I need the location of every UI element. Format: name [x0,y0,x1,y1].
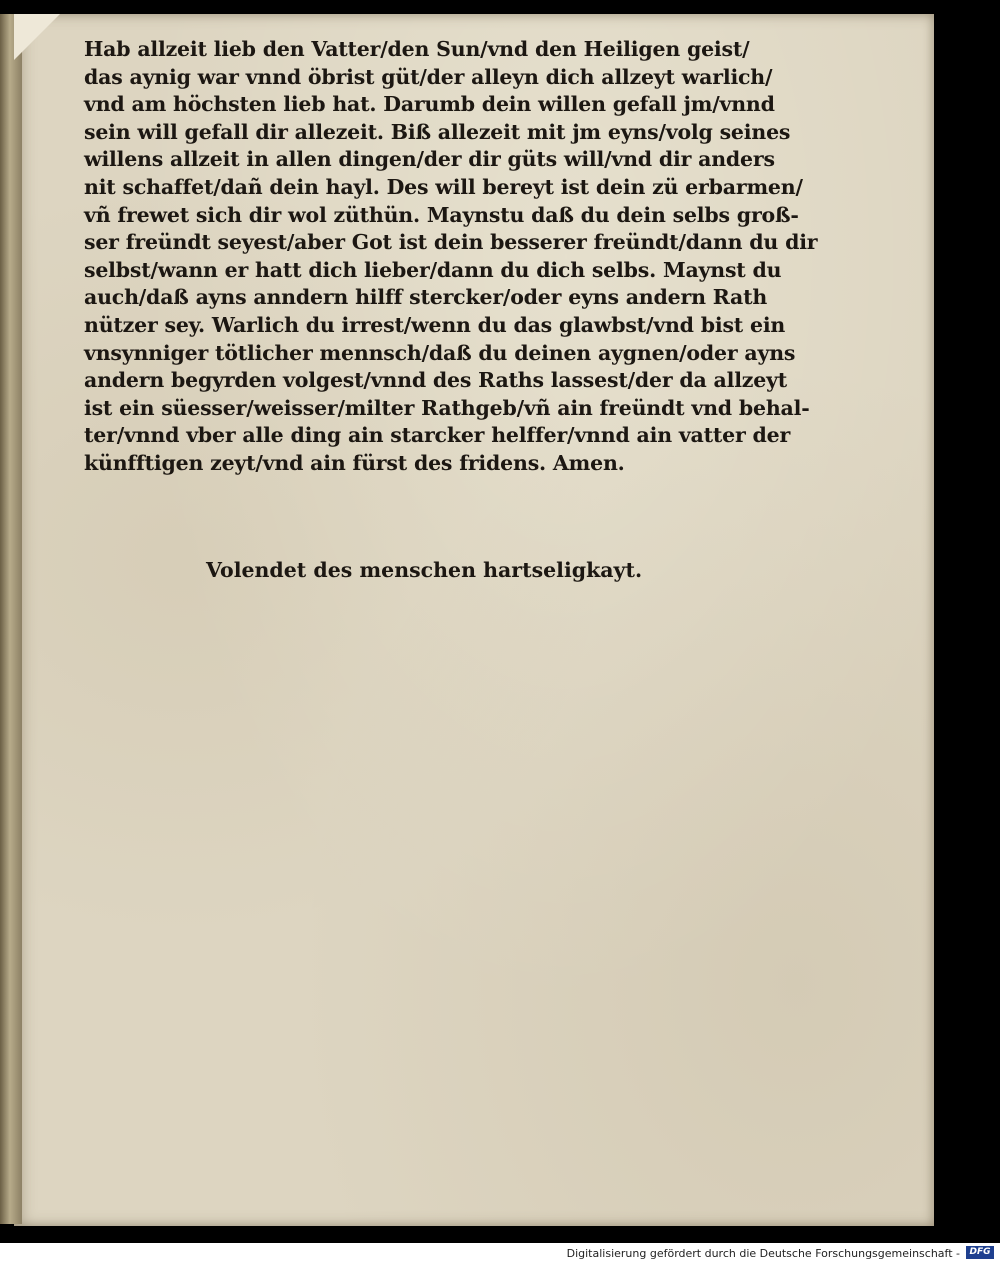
text-line: Hab allzeit lieb den Vatter/den Sun/vnd den Heiligen geist/ [84,37,750,61]
page-binding-edge [0,14,22,1224]
text-line: ist ein süesser/weisser/milter Rathgeb/vñ ain freündt vnd behal- [84,395,810,420]
dfg-logo: DFG [966,1246,994,1259]
text-line: auch/daß ayns anndern hilff stercker/oder eyns andern Rath [84,285,768,310]
page-corner-fold [14,14,60,60]
text-line: selbst/wann er hatt dich lieber/dann du dich selbs. Maynst du [84,257,782,282]
text-line: nützer sey. Warlich du irrest/wenn du das glawbst/vnd bist ein [84,312,786,337]
funding-notice: Digitalisierung gefördert durch die Deutsche Forschungsgemeinschaft - [566,1247,960,1260]
text-line: vñ frewet sich dir wol züthün. Maynstu daß du dein selbs groß- [84,202,799,227]
text-line: andern begyrden volgest/vnnd des Raths lassest/der da allzeyt [84,368,788,393]
footer-bar [0,1243,1000,1263]
text-line: ter/vnnd vber alle ding ain starcker helffer/vnnd ain vatter der [84,423,791,448]
colophon: Volendet des menschen hartseligkayt. [206,558,643,582]
text-line: sein will gefall dir allezeit. Biß allezeit mit jm eyns/volg seines [84,119,791,144]
text-line: das aynig war vnnd öbrist güt/der alleyn dich allzeyt warlich/ [84,64,773,89]
text-line: künfftigen zeyt/vnd ain fürst des fridens. Amen. [84,450,625,475]
text-line: willens allzeit in allen dingen/der dir güts will/vnd dir anders [84,147,775,172]
body-text [84,36,818,478]
text-line: nit schaffet/dañ dein hayl. Des will bereyt ist dein zü erbarmen/ [84,174,803,199]
text-line: vnd am höchsten lieb hat. Darumb dein willen gefall jm/vnnd [84,92,775,117]
text-line: vnsynniger tötlicher mennsch/daß du deinen aygnen/oder ayns [84,340,796,365]
text-line: ser freündt seyest/aber Got ist dein besserer freündt/dann du dir [84,230,818,255]
